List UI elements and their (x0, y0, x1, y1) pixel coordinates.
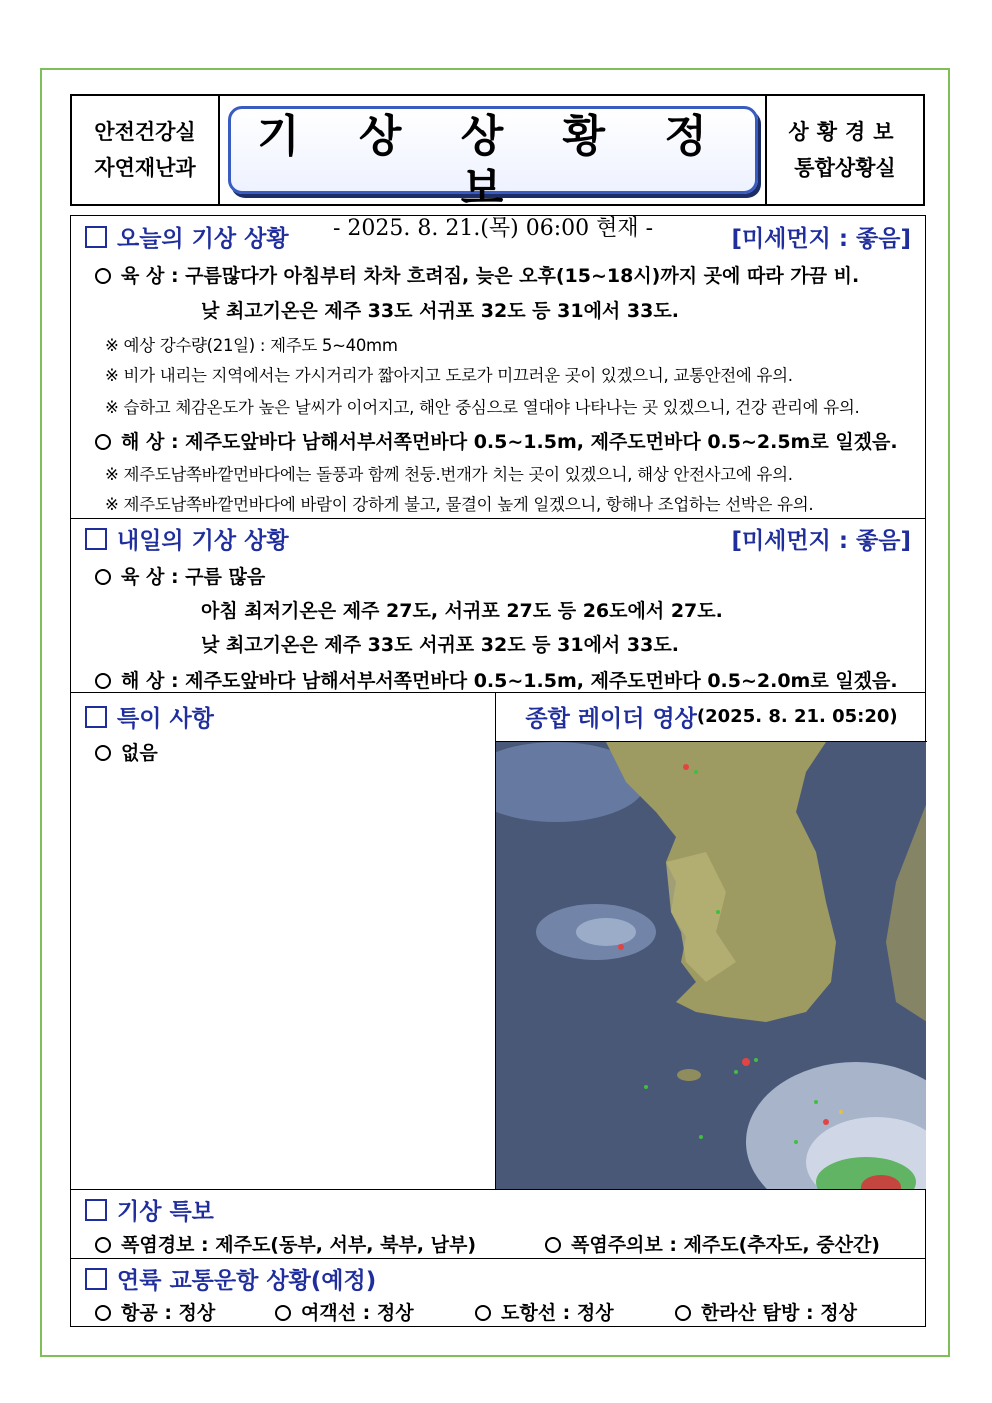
warning-item-2-text: 폭염주의보 : 제주도(추자도, 중산간) (571, 1234, 880, 1256)
radar-map (496, 742, 926, 1189)
checkbox-icon (85, 1268, 107, 1290)
traffic-item-hallasan-text: 한라산 탐방 : 정상 (701, 1302, 857, 1324)
tomorrow-dust: [미세먼지 : 좋음] (731, 528, 911, 554)
office-line1: 상황경보 (788, 120, 902, 144)
today-dust: [미세먼지 : 좋음] (731, 226, 911, 252)
radar-image (495, 742, 926, 1189)
page-title: 기 상 상 황 정 보 (257, 111, 729, 214)
circle-bullet-icon (95, 1237, 111, 1253)
warning-item-2 (545, 1230, 880, 1257)
radar-divider (495, 692, 496, 1189)
today-note-2: ※ 비가 내리는 지역에서는 가시거리가 짧아지고 도로가 미끄러운 곳이 있겠으니, 교통안전에 유의. (105, 366, 793, 385)
tomorrow-land-min: 아침 최저기온은 제주 27도, 서귀포 27도 등 26도에서 27도. (201, 600, 723, 622)
traffic-item-island-ferry (475, 1298, 614, 1325)
today-sea-label: 해 상 : (121, 431, 179, 453)
circle-bullet-icon (95, 268, 111, 284)
traffic-item-ferry (275, 1298, 414, 1325)
today-land-temp: 낮 최고기온은 제주 33도 서귀포 32도 등 31에서 33도. (201, 300, 679, 322)
warning-title-text: 기상 특보 (117, 1199, 214, 1225)
office (765, 96, 923, 204)
circle-bullet-icon (545, 1237, 561, 1253)
circle-bullet-icon (95, 434, 111, 450)
circle-bullet-icon (95, 745, 111, 761)
warning-item-1-text: 폭염경보 : 제주도(동부, 서부, 북부, 남부) (121, 1234, 477, 1256)
main-body (70, 215, 926, 1327)
tomorrow-section-title (85, 522, 289, 555)
divider (71, 1258, 925, 1259)
today-sea (95, 427, 898, 454)
tomorrow-sea-text: 제주도앞바다 남해서부서쪽먼바다 0.5~1.5m, 제주도먼바다 0.5~2.0m로 일겠음. (185, 670, 898, 692)
title-box (228, 106, 758, 241)
special-item (95, 738, 158, 765)
special-section-title (85, 700, 214, 733)
tomorrow-land-text: 구름 많음 (185, 566, 266, 588)
circle-bullet-icon (475, 1305, 491, 1321)
today-land-label: 육 상 : (121, 265, 179, 287)
traffic-title-text: 연륙 교통운항 상황(예정) (117, 1268, 377, 1294)
today-note-3: ※ 습하고 체감온도가 높은 날씨가 이어지고, 해안 중심으로 열대야 나타나는 곳 있겠으니, 건강 관리에 유의. (105, 398, 860, 417)
office-line2: 통합상황실 (794, 156, 896, 180)
traffic-item-air-text: 항공 : 정상 (121, 1302, 216, 1324)
special-item-text: 없음 (121, 742, 158, 764)
divider (71, 1189, 925, 1190)
today-title-text: 오늘의 기상 상황 (117, 226, 289, 252)
tomorrow-title-text: 내일의 기상 상황 (117, 528, 289, 554)
dept-line2: 자연재난과 (94, 156, 196, 180)
today-section-title (85, 220, 289, 253)
circle-bullet-icon (95, 673, 111, 689)
today-note-1: ※ 예상 강수량(21일) : 제주도 5~40mm (105, 336, 398, 355)
today-sea-note-2: ※ 제주도남쪽바깥먼바다에 바람이 강하게 불고, 물결이 높게 일겠으니, 항해나 조업하는 선박은 유의. (105, 495, 814, 514)
tomorrow-land-max: 낮 최고기온은 제주 33도 서귀포 32도 등 31에서 33도. (201, 634, 679, 656)
warning-section-title (85, 1193, 214, 1226)
traffic-section-title (85, 1262, 376, 1295)
special-title-text: 특이 사항 (117, 706, 214, 732)
tomorrow-land (95, 562, 265, 589)
circle-bullet-icon (675, 1305, 691, 1321)
radar-time: (2025. 8. 21. 05:20) (696, 706, 898, 727)
traffic-item-air (95, 1298, 215, 1325)
department (72, 96, 220, 204)
today-land-text: 구름많다가 아침부터 차차 흐려짐, 늦은 오후(15~18시)까지 곳에 따라 가끔 비. (185, 265, 860, 287)
divider (71, 518, 925, 519)
traffic-item-hallasan (675, 1298, 857, 1325)
today-land (95, 261, 859, 288)
tomorrow-sea (95, 666, 898, 693)
traffic-item-ferry-text: 여객선 : 정상 (301, 1302, 414, 1324)
warning-item-1 (95, 1230, 476, 1257)
tomorrow-sea-label: 해 상 : (121, 670, 179, 692)
dept-line1: 안전건강실 (94, 120, 196, 144)
report-date: - 2025. 8. 21.(목) 06:00 현재 - (332, 216, 654, 241)
radar-title-text: 종합 레이더 영상 (525, 706, 697, 732)
today-sea-note-1: ※ 제주도남쪽바깥먼바다에는 돌풍과 함께 천둥.번개가 치는 곳이 있겠으니, 해상 안전사고에 유의. (105, 465, 793, 484)
checkbox-icon (85, 706, 107, 728)
checkbox-icon (85, 226, 107, 248)
checkbox-icon (85, 528, 107, 550)
today-sea-text: 제주도앞바다 남해서부서쪽먼바다 0.5~1.5m, 제주도먼바다 0.5~2.5m로 일겠음. (185, 431, 898, 453)
circle-bullet-icon (95, 1305, 111, 1321)
traffic-item-island-ferry-text: 도항선 : 정상 (501, 1302, 614, 1324)
radar-title (495, 692, 927, 742)
circle-bullet-icon (95, 569, 111, 585)
tomorrow-land-label: 육 상 : (121, 566, 179, 588)
circle-bullet-icon (275, 1305, 291, 1321)
checkbox-icon (85, 1199, 107, 1221)
